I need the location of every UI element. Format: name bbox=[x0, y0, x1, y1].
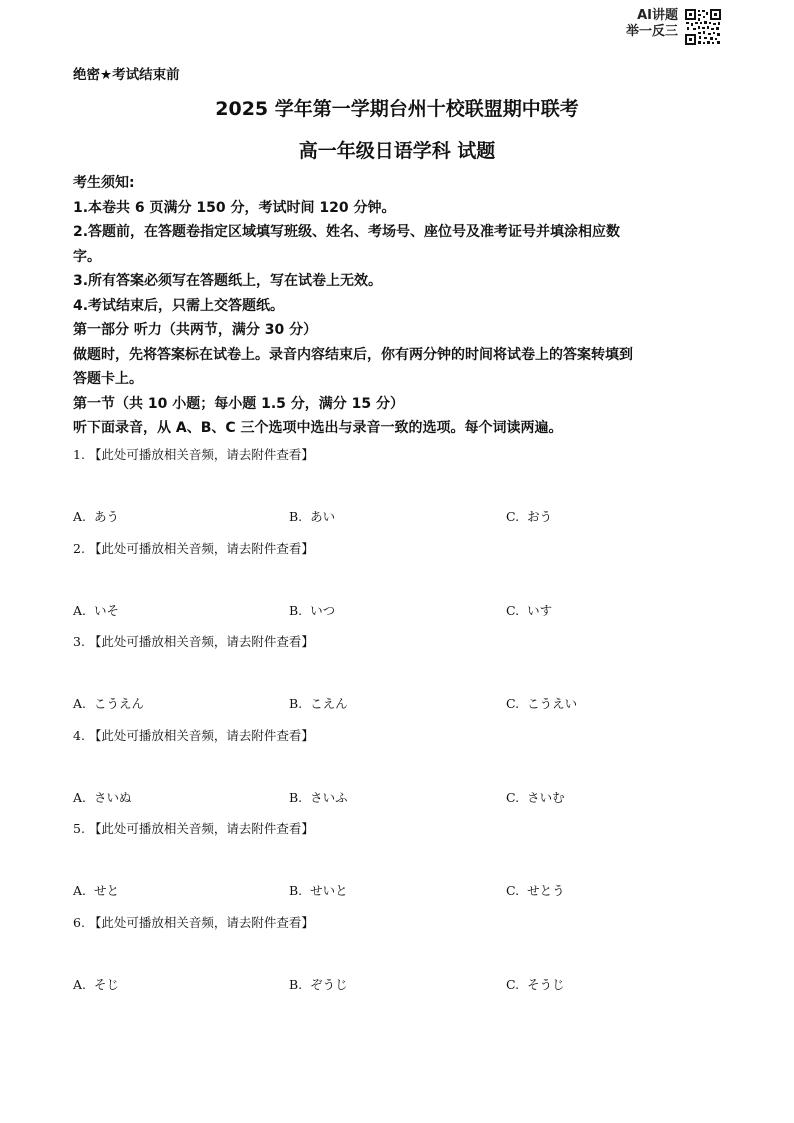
answer-options bbox=[73, 507, 723, 527]
ai-badge-line2: 举一反三 bbox=[625, 24, 678, 39]
answer-options bbox=[73, 601, 723, 621]
question-prompt[interactable] bbox=[73, 726, 314, 744]
audio-placeholder: 【此处可播放相关音频，请去附件查看】 bbox=[88, 727, 314, 743]
option-b[interactable] bbox=[289, 788, 348, 806]
instruction-item: 4.考试结束后，只需上交答题纸。 bbox=[73, 297, 285, 314]
qr-code-icon[interactable] bbox=[684, 8, 722, 46]
section-description: 听下面录音，从 A、B、C 三个选项中选出与录音一致的选项。每个词读两遍。 bbox=[73, 420, 563, 436]
option-a[interactable] bbox=[73, 975, 119, 993]
option-letter: A. bbox=[73, 883, 87, 899]
question-prompt[interactable] bbox=[73, 913, 314, 931]
option-text: そじ bbox=[94, 976, 120, 992]
section-heading: 第一节（共 10 小题；每小题 1.5 分，满分 15 分） bbox=[73, 395, 405, 412]
question-number: 5. bbox=[73, 821, 85, 837]
option-a[interactable] bbox=[73, 601, 119, 619]
option-text: せと bbox=[94, 883, 120, 899]
option-c[interactable] bbox=[506, 788, 565, 806]
option-text: こえん bbox=[310, 696, 348, 712]
ai-badge[interactable] bbox=[612, 8, 678, 40]
exam-subtitle: 高一年级日语学科 试题 bbox=[298, 140, 496, 162]
part-description: 答题卡上。 bbox=[73, 371, 143, 387]
option-text: あう bbox=[94, 509, 120, 524]
option-letter: B. bbox=[289, 696, 303, 712]
question-item bbox=[73, 445, 723, 539]
option-letter: C. bbox=[506, 789, 520, 805]
option-c[interactable] bbox=[506, 881, 565, 899]
option-text: せとう bbox=[527, 883, 565, 899]
option-c[interactable] bbox=[506, 975, 565, 993]
audio-placeholder: 【此处可播放相关音频，请去附件查看】 bbox=[88, 447, 314, 462]
option-letter: C. bbox=[506, 696, 520, 712]
option-letter: A. bbox=[73, 976, 87, 992]
audio-placeholder: 【此处可播放相关音频，请去附件查看】 bbox=[88, 540, 314, 556]
answer-options bbox=[73, 788, 723, 808]
option-text: こうえい bbox=[527, 696, 578, 712]
option-c[interactable] bbox=[506, 507, 552, 525]
option-b[interactable] bbox=[289, 507, 335, 525]
option-text: さいむ bbox=[527, 789, 565, 805]
option-letter: B. bbox=[289, 789, 303, 805]
option-text: こうえん bbox=[94, 696, 145, 712]
question-list bbox=[73, 445, 723, 1007]
option-letter: C. bbox=[506, 602, 520, 618]
exam-title: 2025 学年第一学期台州十校联盟期中联考 bbox=[215, 98, 579, 120]
instruction-item: 2.答题前，在答题卷指定区域填写班级、姓名、考场号、座位号及准考证号并填涂相应数 bbox=[73, 224, 621, 240]
option-c[interactable] bbox=[506, 601, 552, 619]
answer-options bbox=[73, 975, 723, 995]
option-b[interactable] bbox=[289, 601, 335, 619]
option-a[interactable] bbox=[73, 507, 119, 525]
option-text: さいぬ bbox=[94, 789, 132, 805]
question-item bbox=[73, 539, 723, 633]
option-text: おう bbox=[527, 509, 553, 524]
option-letter: B. bbox=[289, 976, 303, 992]
question-number: 2. bbox=[73, 540, 85, 556]
option-text: ぞうじ bbox=[310, 976, 348, 992]
exam-instructions bbox=[73, 171, 723, 441]
option-text: さいふ bbox=[310, 789, 348, 805]
option-letter: C. bbox=[506, 976, 520, 992]
instruction-item: 1.本卷共 6 页满分 150 分，考试时间 120 分钟。 bbox=[73, 199, 396, 216]
option-b[interactable] bbox=[289, 881, 348, 899]
option-text: いす bbox=[527, 602, 553, 618]
answer-options bbox=[73, 881, 723, 901]
instructions-heading: 考生须知: bbox=[73, 175, 135, 191]
option-letter: A. bbox=[73, 789, 87, 805]
question-number: 1. bbox=[73, 447, 85, 462]
option-letter: C. bbox=[506, 883, 520, 899]
question-number: 3. bbox=[73, 634, 85, 650]
option-a[interactable] bbox=[73, 788, 132, 806]
audio-placeholder: 【此处可播放相关音频，请去附件查看】 bbox=[88, 914, 314, 930]
option-letter: B. bbox=[289, 883, 303, 899]
confidential-label: 绝密★考试结束前 bbox=[73, 67, 180, 83]
option-a[interactable] bbox=[73, 694, 144, 712]
question-prompt[interactable] bbox=[73, 632, 314, 650]
option-c[interactable] bbox=[506, 694, 577, 712]
question-number: 6. bbox=[73, 914, 85, 930]
part-description: 做题时，先将答案标在试卷上。录音内容结束后，你有两分钟的时间将试卷上的答案转填到 bbox=[73, 346, 633, 363]
option-text: いつ bbox=[310, 602, 336, 618]
instruction-item: 3.所有答案必须写在答题纸上，写在试卷上无效。 bbox=[73, 273, 383, 289]
option-text: いそ bbox=[94, 602, 120, 618]
audio-placeholder: 【此处可播放相关音频，请去附件查看】 bbox=[88, 821, 314, 837]
option-b[interactable] bbox=[289, 694, 348, 712]
question-item bbox=[73, 632, 723, 726]
option-letter: B. bbox=[289, 509, 303, 524]
question-item bbox=[73, 913, 723, 1007]
option-b[interactable] bbox=[289, 975, 348, 993]
ai-badge-line1: AI讲题 bbox=[637, 8, 678, 23]
answer-options bbox=[73, 694, 723, 714]
question-prompt[interactable] bbox=[73, 539, 314, 557]
option-letter: C. bbox=[506, 509, 520, 524]
audio-placeholder: 【此处可播放相关音频，请去附件查看】 bbox=[88, 634, 314, 650]
question-prompt[interactable] bbox=[73, 819, 314, 837]
option-text: せいと bbox=[310, 883, 348, 899]
question-prompt[interactable] bbox=[73, 445, 314, 463]
instruction-item: 字。 bbox=[73, 248, 101, 265]
option-letter: B. bbox=[289, 602, 303, 618]
question-item bbox=[73, 726, 723, 820]
option-letter: A. bbox=[73, 509, 87, 524]
option-letter: A. bbox=[73, 602, 87, 618]
option-a[interactable] bbox=[73, 881, 119, 899]
option-text: あい bbox=[310, 509, 336, 524]
part-heading: 第一部分 听力（共两节，满分 30 分） bbox=[73, 322, 318, 338]
option-letter: A. bbox=[73, 696, 87, 712]
question-item bbox=[73, 819, 723, 913]
question-number: 4. bbox=[73, 727, 85, 743]
option-text: そうじ bbox=[527, 976, 565, 992]
